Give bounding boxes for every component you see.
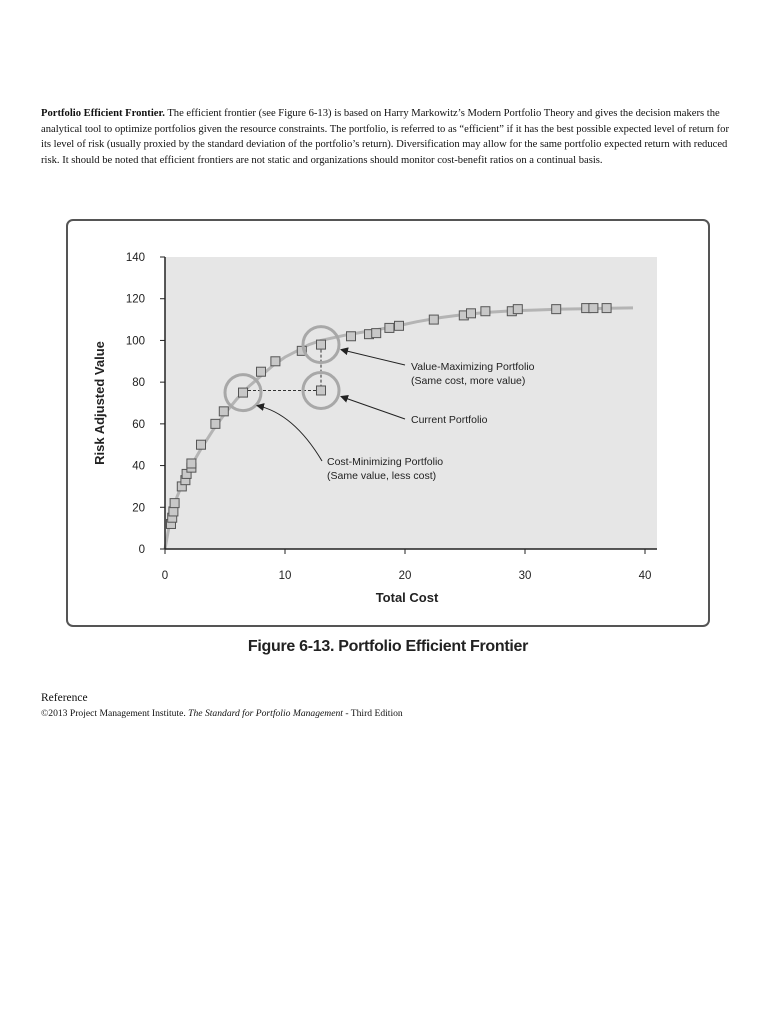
y-tick-label: 0 [138,544,145,556]
y-tick-label: 60 [132,418,145,431]
reference-heading: Reference [41,692,88,704]
data-point [602,304,611,313]
reference-title: The Standard for Portfolio Management [188,708,343,719]
y-tick-label: 20 [132,502,145,515]
y-axis-label: Risk Adjusted Value [92,341,107,465]
value-maximizing-sublabel: (Same cost, more value) [411,375,526,387]
plot-area [165,257,657,549]
data-point [467,309,476,318]
x-tick-label: 40 [638,570,652,582]
reference-citation [41,708,403,719]
current-label: Current Portfolio [411,414,488,426]
cost-minimizing-label: Cost-Minimizing Portfolio [327,456,444,468]
reference-suffix: - Third Edition [342,708,403,719]
x-tick-label: 30 [518,570,532,582]
data-point [513,305,522,314]
data-point [347,332,356,341]
data-point [197,440,206,449]
data-point [481,307,490,316]
y-tick-label: 80 [132,377,145,390]
data-point [219,407,228,416]
paragraph-text: The efficient frontier (see Figure 6-13) is based on Harry Markowitz’s Modern Portfolio Theory and gives the decision makers the analytical tool to optimize portfolios given the resource constraints. The portfolio, is referred to as “efficient” if it has the best possible expected level of return for its level of risk (usually proxied by the standard deviation of the portfolio’s return). Diversification may allow for the same portfolio expected return with reduced risk. It should be noted that efficient frontiers are not static and organizations should monitor cost-benefit ratios on a continual basis. [41,108,729,166]
value-maximizing-label: Value-Maximizing Portfolio [411,361,535,373]
data-point [317,386,326,395]
y-tick-label: 40 [132,460,145,473]
data-point [170,499,179,508]
data-point [385,323,394,332]
data-point [169,507,178,516]
y-tick-label: 100 [125,335,145,348]
data-point [257,367,266,376]
data-point [187,459,196,468]
paragraph-lead: Portfolio Efficient Frontier. [41,108,165,119]
y-tick-label: 140 [125,252,145,264]
data-point [271,357,280,366]
x-axis-label: Total Cost [375,590,439,605]
data-point [589,304,598,313]
reference-prefix: ©2013 Project Management Institute. [41,708,189,719]
figure-caption: Figure 6-13. Portfolio Efficient Frontier [247,638,529,655]
x-tick-label: 20 [398,570,412,582]
data-point [552,305,561,314]
data-point [317,340,326,349]
x-tick-label: 0 [161,570,169,582]
x-tick-label: 10 [278,570,292,582]
cost-minimizing-sublabel: (Same value, less cost) [327,470,437,482]
data-point [239,388,248,397]
y-tick-label: 120 [125,293,145,306]
data-point [395,321,404,330]
data-point [429,315,438,324]
data-point [372,329,381,338]
data-point [211,419,220,428]
